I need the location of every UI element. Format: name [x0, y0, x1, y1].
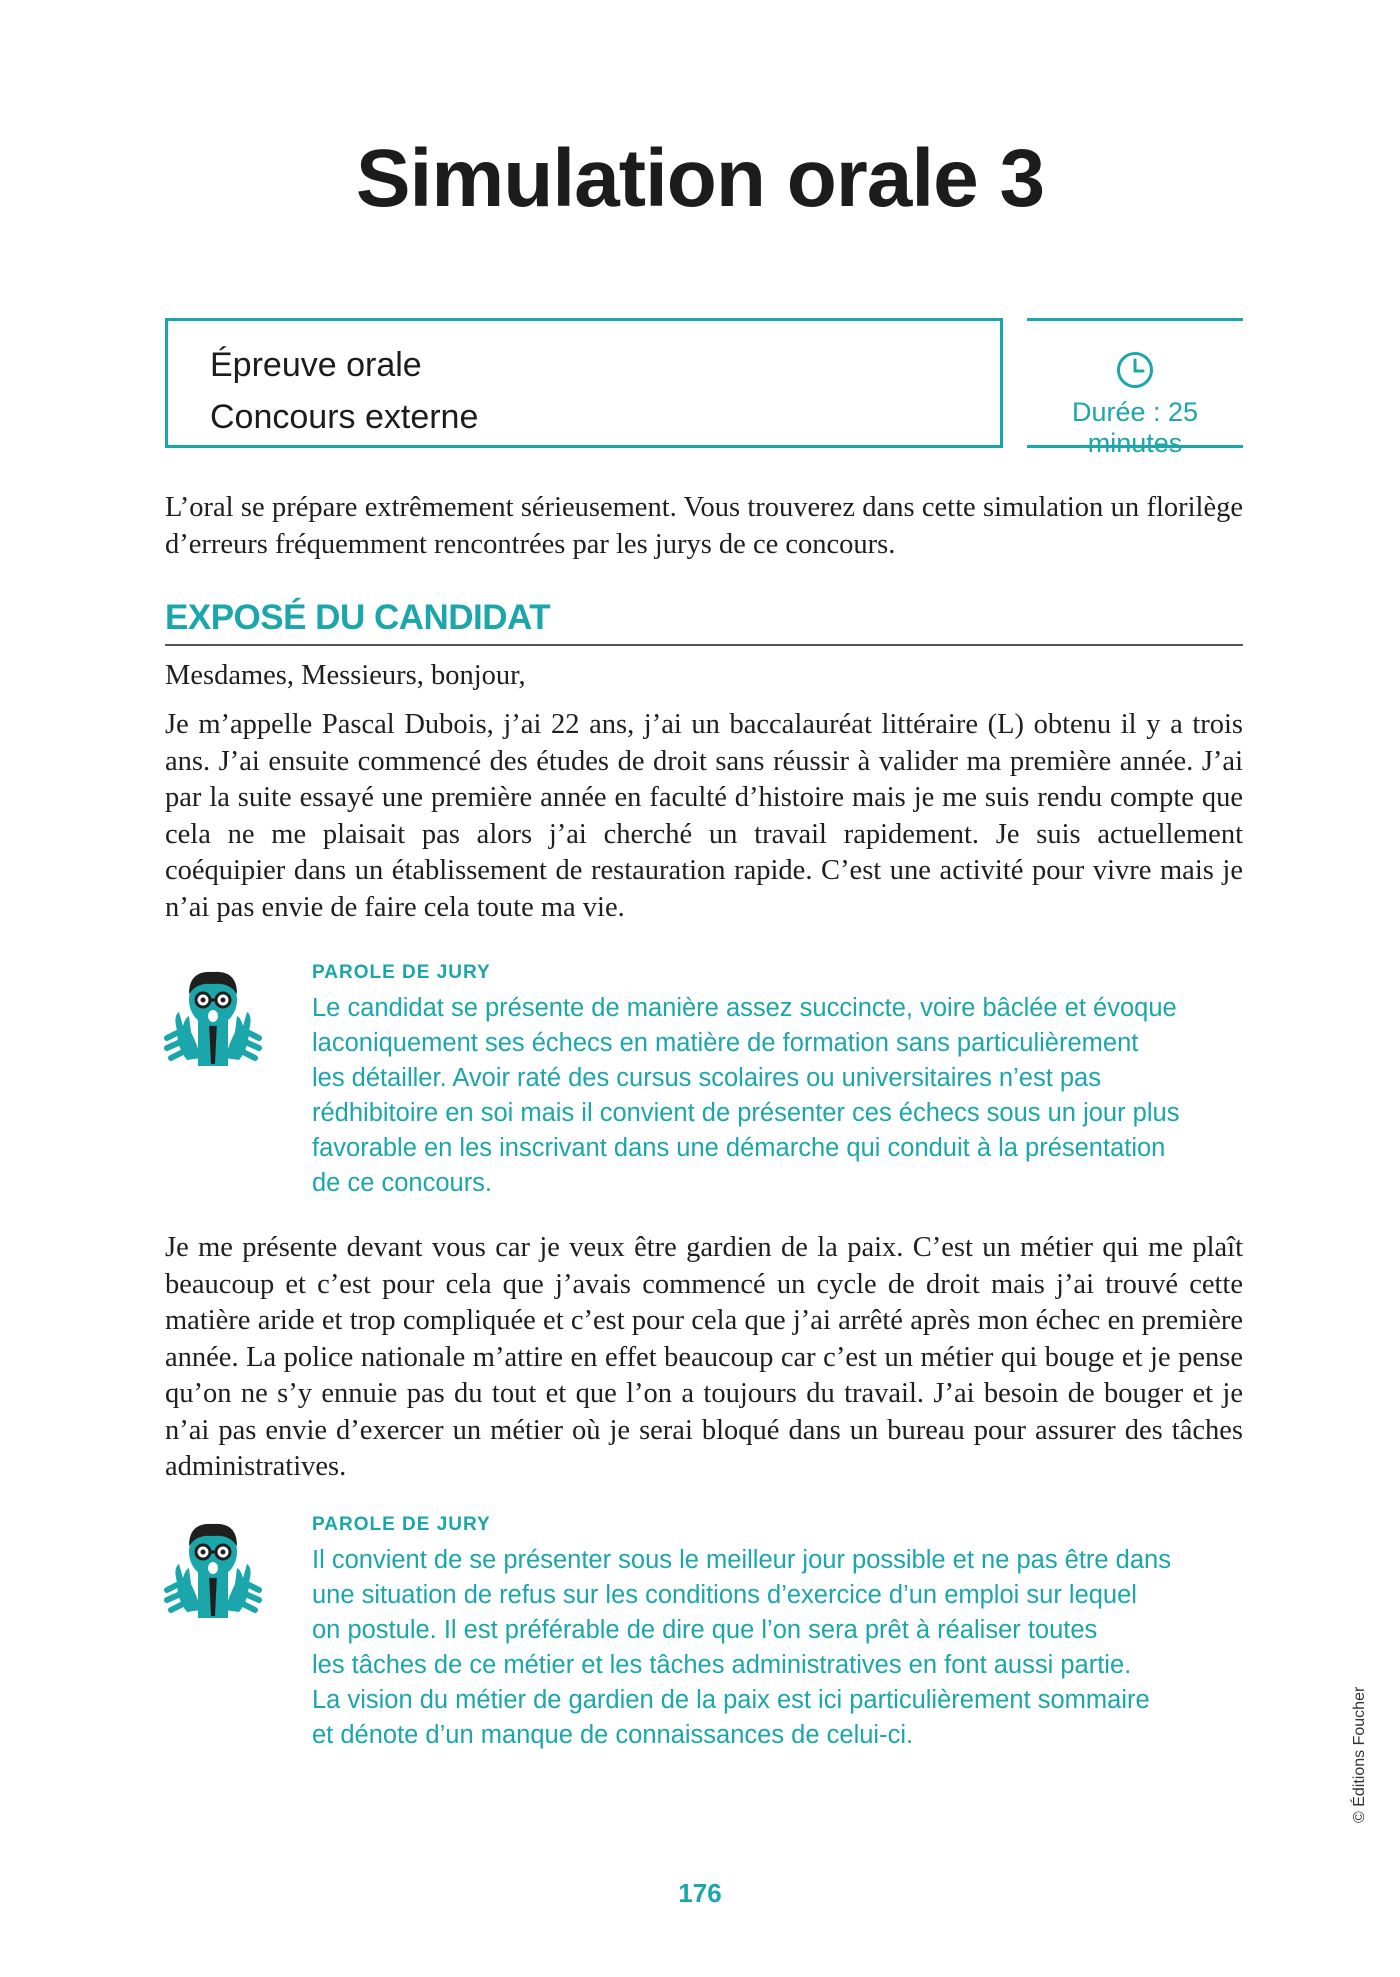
jury-note-line: les détailler. Avoir raté des cursus scolaires ou universitaires n’est pas: [312, 1064, 1101, 1092]
exam-competition: Concours externe: [210, 398, 479, 436]
duration-box: [1027, 318, 1243, 458]
jury-note-2: [312, 1513, 1212, 1753]
jury-note-line: La vision du métier de gardien de la paix est ici particulièrement sommaire: [312, 1686, 1150, 1714]
jury-note-line: Il convient de se présenter sous le meilleur jour possible et ne pas être dans: [312, 1546, 1171, 1574]
jury-note-line: on postule. Il est préférable de dire que l’on sera prêt à réaliser toutes: [312, 1616, 1098, 1644]
page-title: Simulation orale 3: [355, 133, 1045, 224]
jury-avatar-icon: [163, 1512, 263, 1620]
jury-note-label: PAROLE DE JURY: [312, 962, 491, 983]
jury-note-1: [312, 961, 1212, 1201]
exam-type: Épreuve orale: [210, 346, 422, 384]
copyright-notice: © Éditions Foucher: [1351, 1686, 1368, 1823]
jury-note-line: Le candidat se présente de manière assez succincte, voire bâclée et évoque: [312, 994, 1177, 1022]
section-title: EXPOSÉ DU CANDIDAT: [165, 598, 1243, 646]
intro-paragraph: L’oral se prépare extrêmement sérieusement. Vous trouverez dans cette simulation un florilège d’erreurs fréquemment rencontrées par les jurys de ce concours.: [165, 492, 1243, 560]
jury-note-line: une situation de refus sur les conditions d’exercice d’un emploi sur lequel: [312, 1581, 1137, 1609]
jury-note-line: et dénote d’un manque de connaissances de celui-ci.: [312, 1721, 914, 1749]
clock-icon: [1116, 351, 1154, 389]
greeting: Mesdames, Messieurs, bonjour,: [165, 660, 526, 691]
jury-note-line: rédhibitoire en soi mais il convient de présenter ces échecs sous un jour plus: [312, 1099, 1180, 1127]
candidate-paragraph-2: Je me présente devant vous car je veux être gardien de la paix. C’est un métier qui me plaît beaucoup et c’est pour cela que j’avais commencé un cycle de droit mais j’ai trouvé cette matière aride et trop compliquée et c’est pour cela que j’ai arrêté après mon échec en première année. La police nationale m’attire en effet beaucoup car c’est un métier qui bouge et je pense qu’on ne s’y ennuie pas du tout et que l’on a toujours du travail. J’ai besoin de bouger et je n’ai pas envie d’exercer un métier où je serai bloqué dans un bureau pour assurer des tâches administratives.: [165, 1232, 1243, 1482]
jury-note-line: favorable en les inscrivant dans une démarche qui conduit à la présentation: [312, 1134, 1166, 1162]
candidate-paragraph-1: Je m’appelle Pascal Dubois, j’ai 22 ans, j’ai un baccalauréat littéraire (L) obtenu il y a trois ans. J’ai ensuite commencé des études de droit sans réussir à valider ma première année. J’ai par la suite essayé une première année en faculté d’histoire mais je me suis rendu compte que cela ne me plaisait pas alors j’ai cherché un travail rapidement. Je suis actuellement coéquipier dans un établissement de restauration rapide. C’est une activité pour vivre mais je n’ai pas envie de faire cela toute ma vie.: [165, 709, 1243, 923]
page-number: 176: [678, 1878, 722, 1908]
jury-note-line: les tâches de ce métier et les tâches administratives en font aussi partie.: [312, 1651, 1132, 1679]
jury-note-line: de ce concours.: [312, 1169, 493, 1197]
jury-note-line: laconiquement ses échecs en matière de formation sans particulièrement: [312, 1029, 1139, 1057]
duration-label: Durée : 25 minutes: [1071, 397, 1199, 458]
jury-note-label: PAROLE DE JURY: [312, 1514, 491, 1535]
exam-info-box: [165, 318, 1003, 448]
jury-note-text: [312, 1543, 1212, 1753]
jury-note-text: [312, 991, 1212, 1201]
jury-avatar-icon: [163, 960, 263, 1068]
